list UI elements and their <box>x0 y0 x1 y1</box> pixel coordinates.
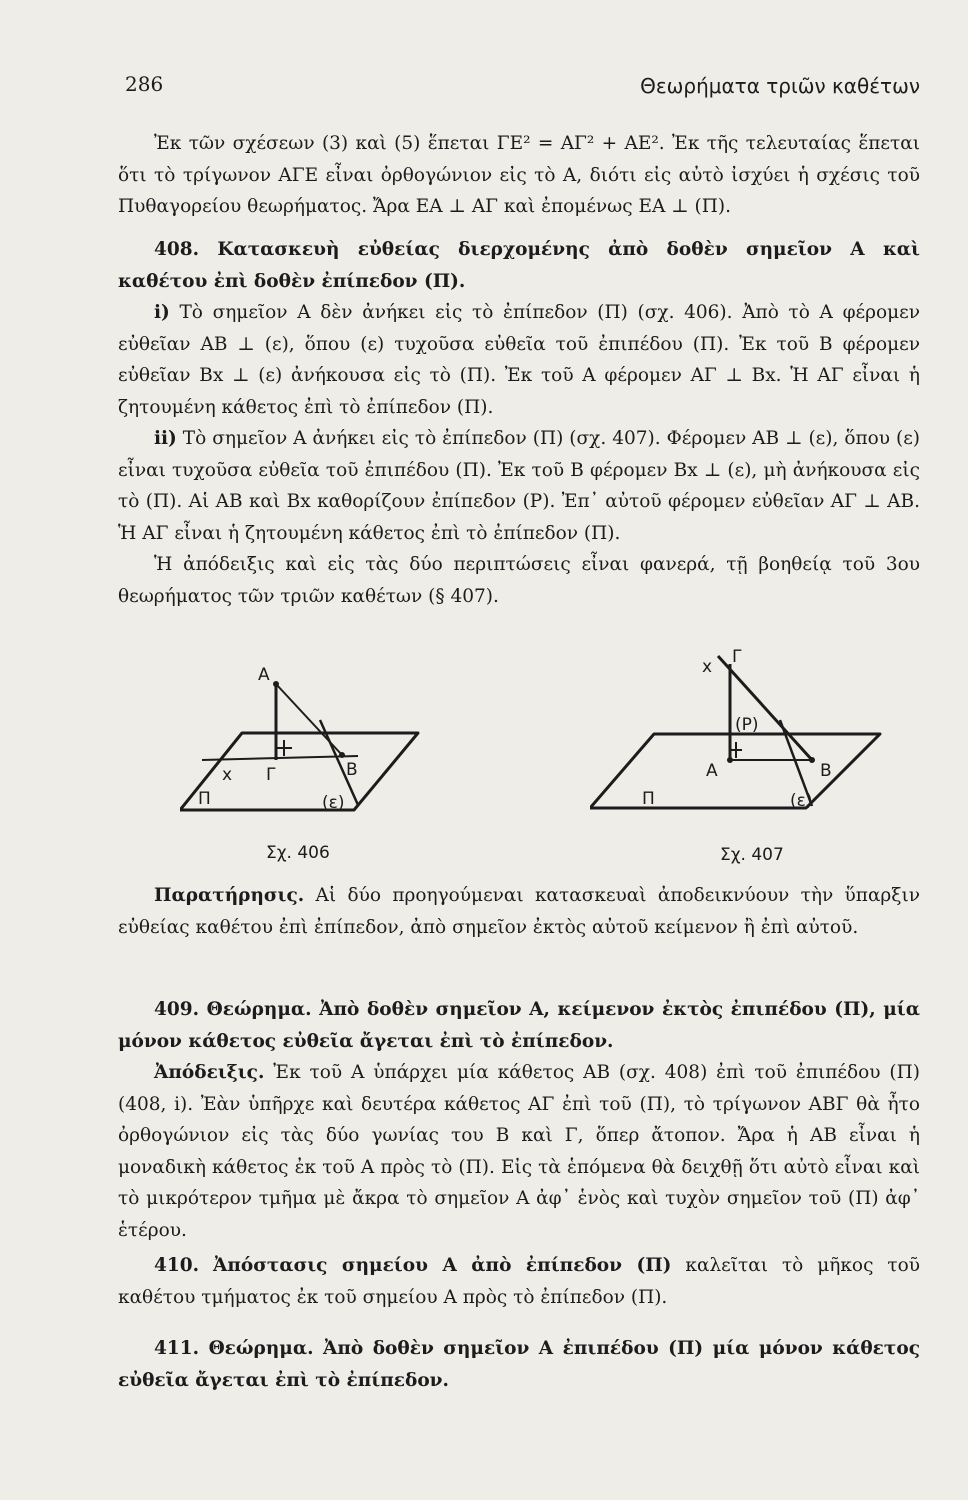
section-410-heading: Ἀπόστασις σημείου Α ἀπὸ ἐπίπεδον (Π) <box>213 1255 672 1276</box>
remark-label: Παρατήρησις. <box>154 885 305 906</box>
proof-label: Ἀπόδειξις. <box>154 1062 265 1083</box>
label-pi-407: Π <box>642 789 655 809</box>
label-e-406: (ε) <box>322 793 345 813</box>
section-409-proof <box>118 1057 920 1246</box>
figure-407-diagram <box>590 638 890 870</box>
section-408-heading <box>118 234 920 297</box>
case-ii-text: Τὸ σημεῖον Α ἀνήκει εἰς τὸ ἐπίπεδον (Π) (σχ. 407). Φέρομεν ΑΒ ⊥ (ε), ὅπου (ε) εἶναι τυχοῦσα εὐθεῖα τοῦ ἐπιπέδου (Π). Ἐκ τοῦ Β φέρομεν Βx ⊥ (ε), μὴ ἀνήκουσα εἰς τὸ (Π). Αἱ ΑΒ καὶ Βx καθορίζουν ἐπίπεδον (Ρ). Ἐπ᾽ αὐτοῦ φέρομεν εὐθεῖαν ΑΓ ⊥ ΑΒ. Ἡ ΑΓ εἶναι ἡ ζητουμένη κάθετος ἐπὶ τὸ ἐπίπεδον (Π). <box>118 428 920 544</box>
label-a-407: Α <box>706 761 718 781</box>
section-408-proof-note: Ἡ ἀπόδειξις καὶ εἰς τὰς δύο περιπτώσεις εἶναι φανερά, τῇ βοηθείᾳ τοῦ 3ου θεωρήματος τῶν τριῶν καθέτων (§ 407). <box>118 554 920 607</box>
figure-407-caption: Σχ. 407 <box>720 845 784 865</box>
label-g-407: Γ <box>732 647 742 667</box>
proof-text: Ἐκ τοῦ Α ὑπάρχει μία κάθετος ΑΒ (σχ. 408) ἐπὶ τοῦ ἐπιπέδου (Π) (408, i). Ἐὰν ὑπῆρχε καὶ δευτέρα κάθετος ΑΓ ἐπὶ τοῦ (Π), τὸ τρίγωνον ΑΒΓ θὰ ἦτο ὀρθογώνιον εἰς τὰς δύο γωνίας του Β καὶ Γ, ὅπερ ἄτοπον. Ἄρα ἡ ΑΒ εἶναι ἡ μοναδικὴ κάθετος ἐκ τοῦ Α πρὸς τὸ (Π). Εἰς τὰ ἑπόμενα θὰ δειχθῇ ὅτι αὐτὸ εἶναι καὶ τὸ μικρότερον τμῆμα μὲ ἄκρα τὸ σημεῖον Α ἀφ᾽ ἑνὸς καὶ τυχὸν σημεῖον τοῦ (Π) ἀφ᾽ ἑτέρου. <box>118 1062 921 1241</box>
section-410-body: καλεῖται τὸ μῆκος τοῦ καθέτου τμήματος ἐκ τοῦ σημείου Α πρὸς τὸ ἐπίπεδον (Π). <box>118 1255 920 1308</box>
section-408 <box>118 234 920 612</box>
section-408-case-ii <box>118 423 920 549</box>
case-i-label: i) <box>154 302 170 323</box>
remark-text: Αἱ δύο προηγούμεναι κατασκευαὶ ἀποδεικνύουν τὴν ὕπαρξιν εὐθείας καθέτου ἐπὶ ἐπίπεδον, ἀπὸ σημεῖον ἐκτὸς αὐτοῦ κείμενον ἢ ἐπὶ αὐτοῦ. <box>118 885 920 938</box>
label-a-406: Α <box>258 665 270 685</box>
label-b-406: Β <box>346 760 358 780</box>
running-title: Θεωρήματα τριῶν καθέτων <box>640 74 920 98</box>
figure-406 <box>180 660 460 870</box>
section-410-number: 410. <box>154 1255 200 1276</box>
case-i-text: Τὸ σημεῖον Α δὲν ἀνήκει εἰς τὸ ἐπίπεδον (Π) (σχ. 406). Ἀπὸ τὸ Α φέρομεν εὐθεῖαν ΑΒ ⊥ (ε), ὅπου (ε) τυχοῦσα εὐθεῖα τοῦ ἐπιπέδου (Π). Ἐκ τοῦ Β φέρομεν εὐθεῖαν Βx ⊥ (ε) ἀνήκουσα εἰς τὸ (Π). Ἐκ τοῦ Α φέρομεν ΑΓ ⊥ Βx. Ἡ ΑΓ εἶναι ἡ ζητουμένη κάθετος ἐπὶ τὸ ἐπίπεδον (Π). <box>118 302 920 418</box>
figure-406-diagram <box>180 660 460 870</box>
section-410-text <box>118 1250 920 1313</box>
case-ii-label: ii) <box>154 428 177 449</box>
section-409-heading <box>118 994 920 1057</box>
page-header <box>125 72 920 102</box>
page-number: 286 <box>125 72 164 96</box>
section-411-title: Θεώρημα. Ἀπὸ δοθὲν σημεῖον Α ἐπιπέδου (Π) μία μόνον κάθετος εὐθεῖα ἄγεται ἐπὶ τὸ ἐπίπεδον. <box>118 1338 920 1391</box>
section-409-number: 409. <box>154 999 200 1020</box>
figure-407 <box>590 638 890 870</box>
label-r-407: (Ρ) <box>735 715 759 735</box>
section-409 <box>118 994 920 1246</box>
remark-block <box>118 880 920 943</box>
section-408-title: Κατασκευὴ εὐθείας διερχομένης ἀπὸ δοθὲν σημεῖον Α καὶ καθέτου ἐπὶ δοθὲν ἐπίπεδον (Π). <box>118 239 920 292</box>
point-b-406 <box>339 752 345 758</box>
label-x-406: x <box>222 765 233 785</box>
section-411 <box>118 1333 920 1396</box>
point-a-407 <box>727 757 733 763</box>
line-bx-406 <box>202 756 358 760</box>
section-408-number: 408. <box>154 239 200 260</box>
section-410 <box>118 1250 920 1313</box>
label-pi-406: Π <box>198 789 211 809</box>
section-411-heading <box>118 1333 920 1396</box>
intro-paragraph-block <box>118 128 920 223</box>
section-408-case-i <box>118 297 920 423</box>
label-x-407: x <box>702 657 713 677</box>
section-409-title: Θεώρημα. Ἀπὸ δοθὲν σημεῖον Α, κείμενον ἐκτὸς ἐπιπέδου (Π), μία μόνον κάθετος εὐθεῖα ἄγεται ἐπὶ τὸ ἐπίπεδον. <box>118 999 920 1052</box>
line-bx-407 <box>718 656 812 760</box>
plane-pi-406 <box>180 733 418 810</box>
remark <box>118 880 920 943</box>
label-e-407: (ε) <box>790 791 813 811</box>
section-411-number: 411. <box>154 1338 200 1359</box>
point-a-406 <box>273 681 279 687</box>
figure-406-caption: Σχ. 406 <box>266 843 330 863</box>
point-b-407 <box>809 757 815 763</box>
intro-paragraph: Ἐκ τῶν σχέσεων (3) καὶ (5) ἕπεται ΓΕ² = ΑΓ² + ΑΕ². Ἐκ τῆς τελευταίας ἕπεται ὅτι τὸ τρίγωνον ΑΓΕ εἶναι ὀρθογώνιον εἰς τὸ Α, διότι εἰς αὐτὸ ἰσχύει ἡ σχέσις τοῦ Πυθαγορείου θεωρήματος. Ἄρα ΕΑ ⊥ ΑΓ καὶ ἐπομένως ΕΑ ⊥ (Π). <box>118 133 920 217</box>
label-g-406: Γ <box>266 765 276 785</box>
label-b-407: Β <box>820 761 832 781</box>
